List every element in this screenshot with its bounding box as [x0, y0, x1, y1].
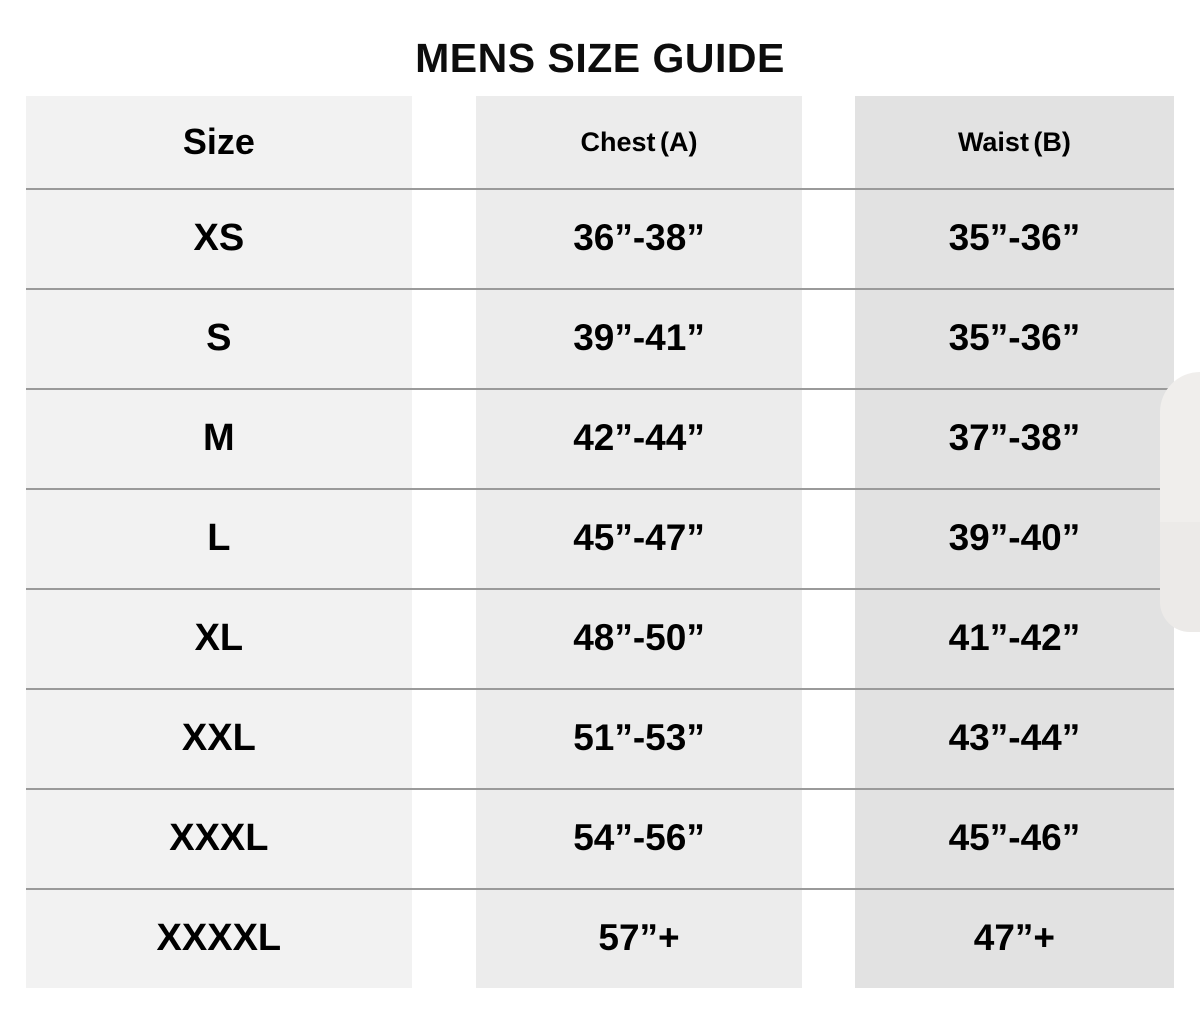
column-header-chest: [476, 96, 802, 188]
row-divider: [26, 288, 1174, 290]
spacer-cell: [802, 888, 855, 988]
spacer-cell: [802, 788, 855, 888]
cell-size: XL: [26, 588, 412, 688]
table-row: [26, 488, 1174, 588]
cell-chest: 48”-50”: [476, 588, 802, 688]
row-divider: [26, 888, 1174, 890]
cell-chest: 36”-38”: [476, 188, 802, 288]
spacer-cell: [802, 688, 855, 788]
spacer-cell: [412, 688, 476, 788]
cell-chest: 51”-53”: [476, 688, 802, 788]
table-row: [26, 888, 1174, 988]
spacer-cell: [412, 388, 476, 488]
table-head: [26, 96, 1174, 188]
cell-chest: 45”-47”: [476, 488, 802, 588]
page-title: MENS SIZE GUIDE: [415, 35, 785, 81]
cell-waist: 45”-46”: [855, 788, 1174, 888]
table-header-row: [26, 96, 1174, 188]
spacer-cell: [412, 288, 476, 388]
cell-waist: 41”-42”: [855, 588, 1174, 688]
size-table: [26, 96, 1174, 988]
column-header-chest-label: Chest: [580, 126, 656, 157]
table-row: [26, 788, 1174, 888]
row-divider: [26, 788, 1174, 790]
spacer-cell: [412, 888, 476, 988]
column-header-chest-note: (A): [660, 126, 698, 157]
spacer-cell: [802, 588, 855, 688]
spacer-cell: [412, 96, 476, 188]
spacer-cell: [412, 188, 476, 288]
cell-size: XXXL: [26, 788, 412, 888]
column-header-waist-note: (B): [1033, 126, 1071, 157]
cell-waist: 39”-40”: [855, 488, 1174, 588]
column-header-waist: [855, 96, 1174, 188]
spacer-cell: [412, 788, 476, 888]
column-header-size: [26, 96, 412, 188]
row-divider: [26, 188, 1174, 190]
cell-chest: 42”-44”: [476, 388, 802, 488]
cell-waist: 43”-44”: [855, 688, 1174, 788]
cell-waist: 37”-38”: [855, 388, 1174, 488]
cell-size: L: [26, 488, 412, 588]
row-divider: [26, 488, 1174, 490]
column-header-waist-label: Waist: [957, 126, 1029, 157]
spacer-cell: [802, 388, 855, 488]
cell-waist: 35”-36”: [855, 288, 1174, 388]
cell-chest: 57”+: [476, 888, 802, 988]
spacer-cell: [802, 188, 855, 288]
cell-size: M: [26, 388, 412, 488]
table-row: [26, 388, 1174, 488]
spacer-cell: [412, 488, 476, 588]
row-divider: [26, 688, 1174, 690]
spacer-cell: [802, 288, 855, 388]
size-table-container: [26, 96, 1174, 988]
cell-waist: 47”+: [855, 888, 1174, 988]
spacer-cell: [412, 588, 476, 688]
table-row: [26, 188, 1174, 288]
table-row: [26, 688, 1174, 788]
cell-size: XXL: [26, 688, 412, 788]
cell-waist: 35”-36”: [855, 188, 1174, 288]
cell-chest: 39”-41”: [476, 288, 802, 388]
row-divider: [26, 388, 1174, 390]
cell-size: XS: [26, 188, 412, 288]
cell-size: S: [26, 288, 412, 388]
table-row: [26, 588, 1174, 688]
cell-size: XXXXL: [26, 888, 412, 988]
table-row: [26, 288, 1174, 388]
column-header-size-label: Size: [182, 121, 255, 162]
spacer-cell: [802, 96, 855, 188]
row-divider: [26, 588, 1174, 590]
cell-chest: 54”-56”: [476, 788, 802, 888]
spacer-cell: [802, 488, 855, 588]
